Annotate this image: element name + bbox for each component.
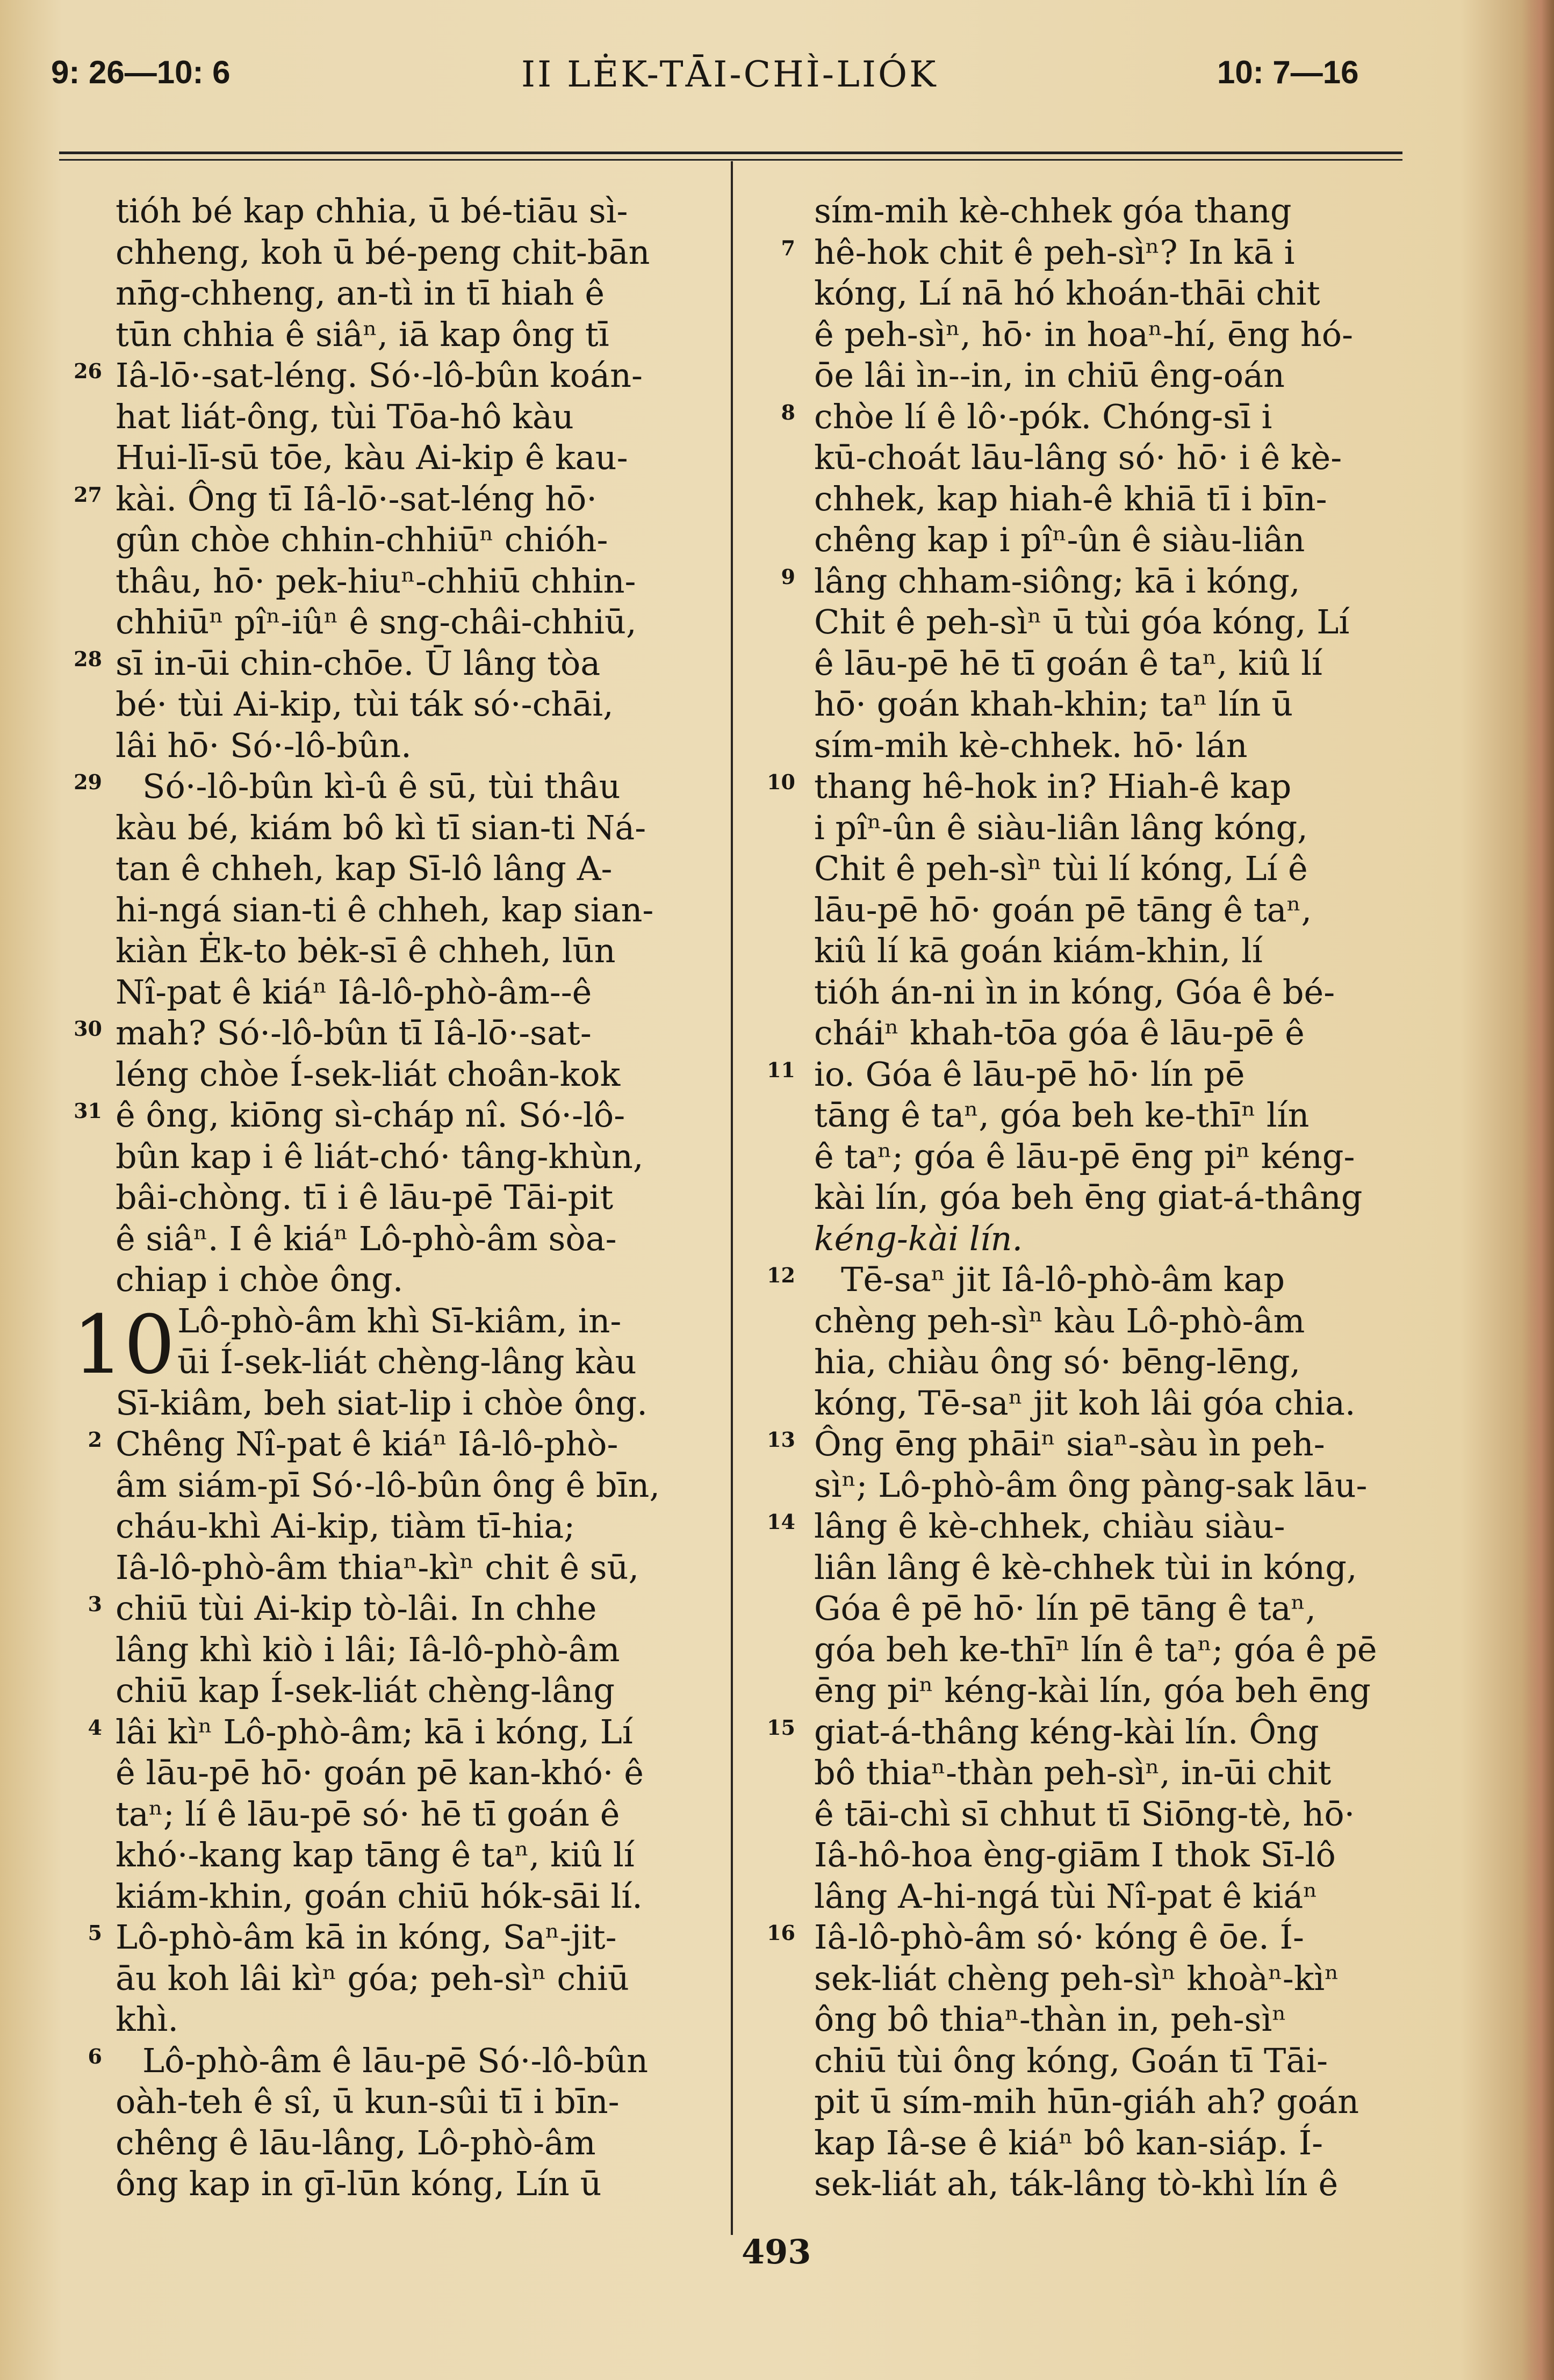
line-text: bô thiaⁿ-thàn peh-sìⁿ, in-ūi chit [814,1753,1332,1792]
line-text: Só·-lô-bûn kì-û ê sū, tùi thâu [142,767,621,806]
verse-number: 31 [74,1099,102,1123]
text-line [116,561,723,602]
text-line [814,191,1421,232]
verse-number: 28 [74,646,102,671]
text-line [88,1588,723,1629]
text-line [814,1342,1421,1383]
text-line [116,396,723,438]
line-text: kóng, Tē-saⁿ jit koh lâi góa chia. [814,1383,1356,1423]
text-line [116,1670,723,1712]
text-line [814,1794,1421,1835]
line-text: kū-choát lāu-lâng só· hō· i ê kè- [814,438,1342,477]
text-line [116,1136,723,1178]
line-text: thang hê-hok in? Hiah-ê kap [814,767,1292,806]
text-line [814,520,1421,561]
text-line [116,1342,723,1383]
text-line [116,972,723,1013]
line-text: ōe lâi ìn--in, in chiū êng-oán [814,356,1285,395]
line-text: chêng kap i pîⁿ-ûn ê siàu-liân [814,520,1305,559]
verse-number: 8 [781,400,795,424]
verse-number: 13 [767,1427,795,1452]
text-line [814,1301,1421,1342]
header-left-reference: 9: 26—10: 6 [51,54,231,90]
line-text: tióh bé kap chhia, ū bé-tiāu sì- [116,191,628,230]
text-line [116,2123,723,2164]
verse-number: 27 [74,482,102,507]
text-line [88,1424,723,1465]
text-line [814,2040,1421,2082]
line-text: gûn chòe chhin-chhiūⁿ chióh- [116,520,608,559]
line-text: lâng ê kè-chhek, chiàu siàu- [814,1506,1285,1546]
right-column [767,191,1421,2205]
line-text: chheng, koh ū bé-peng chit-bān [116,232,650,272]
line-text: ông kap in gī-lūn kóng, Lín ū [116,2164,602,2203]
text-line [116,1218,723,1260]
line-text: sím-mih kè-chhek góa thang [814,191,1292,230]
line-text: kéng-kài lín. [814,1218,1023,1258]
header-right-reference: 10: 7—16 [1217,54,1359,90]
line-text: Góa ê pē hō· lín pē tāng ê taⁿ, [814,1589,1316,1628]
text-line [116,602,723,643]
text-line [814,1876,1421,1917]
text-line [814,1629,1421,1671]
line-text: i pîⁿ-ûn ê siàu-liân lâng kóng, [814,807,1308,847]
line-text: sím-mih kè-chhek. hō· lán [814,725,1248,765]
line-text: tióh án-ni ìn in kóng, Góa ê bé- [814,972,1335,1012]
line-text: ê tāi-chì sī chhut tī Siōng-tè, hō· [814,1794,1355,1834]
text-line [814,2123,1421,2164]
text-line [116,273,723,314]
text-line [814,972,1421,1013]
line-text: chiū tùi Ai-kip tò-lâi. In chhe [116,1589,597,1628]
line-text: lâng chham-siông; kā i kóng, [814,561,1300,601]
text-line [116,1506,723,1547]
line-text: chiap i chòe ông. [116,1260,404,1299]
line-text: lâi kìⁿ Lô-phò-âm; kā i kóng, Lí [116,1712,633,1751]
verse-number: 5 [88,1921,102,1945]
text-line [74,766,723,807]
text-line [781,396,1421,438]
line-text: Tē-saⁿ jit Iâ-lô-phò-âm kap [841,1260,1285,1299]
text-line [814,684,1421,725]
text-line [814,1383,1421,1424]
line-text: kóng, Lí nā hó khoán-thāi chit [814,273,1320,313]
running-header [0,54,1554,102]
text-line [116,1835,723,1876]
verse-number: 30 [74,1016,102,1041]
left-column [73,191,723,2205]
text-line [814,2081,1421,2123]
header-rule-thin [59,159,1402,161]
line-text: chòe lí ê lô·-pók. Chóng-sī i [814,396,1272,436]
text-line [814,602,1421,643]
line-text: chhiūⁿ pîⁿ-iûⁿ ê sng-châi-chhiū, [116,602,637,641]
verse-number: 4 [88,1715,102,1740]
line-text: io. Góa ê lāu-pē hō· lín pē [814,1054,1245,1094]
book-title: II LĖK-TĀI-CHÌ-LIÓK [521,54,938,95]
text-line [116,1259,723,1301]
text-line [814,1177,1421,1218]
line-text: mah? Só·-lô-bûn tī Iâ-lō·-sat- [116,1013,592,1052]
text-line [814,725,1421,767]
text-line [116,1547,723,1589]
text-line [814,1835,1421,1876]
text-line [814,1958,1421,2000]
line-text: chhek, kap hiah-ê khiā tī i bīn- [814,479,1327,518]
text-line [116,1177,723,1218]
text-line [767,1259,1421,1301]
text-line [814,1670,1421,1712]
text-line [116,191,723,232]
text-line [88,1917,723,1958]
line-text: Iâ-hô-hoa èng-giām I thok Sī-lô [814,1835,1336,1874]
line-text: kài. Ông tī Iâ-lō·-sat-léng hō· [116,479,598,518]
text-line [814,848,1421,890]
line-text: lâi hō· Só·-lô-bûn. [116,725,412,765]
line-text: ê lāu-pē hē tī goán ê taⁿ, kiû lí [814,643,1322,683]
line-text: Ông ēng phāiⁿ siaⁿ-sàu ìn peh- [814,1424,1325,1463]
text-line [767,1712,1421,1753]
line-text: ê peh-sìⁿ, hō· in hoaⁿ-hí, ēng hó- [814,314,1354,354]
text-line [116,931,723,972]
line-text: Hui-lī-sū tōe, kàu Ai-kip ê kau- [116,438,628,477]
line-text: lāu-pē hō· goán pē tāng ê taⁿ, [814,890,1312,929]
text-line [88,1712,723,1753]
line-text: léng chòe Í-sek-liát choân-kok [116,1054,621,1094]
verse-number: 6 [88,2044,102,2068]
line-text: Lô-phò-âm khì Sī-kiâm, in- [177,1301,622,1340]
line-text: hat liát-ông, tùi Tōa-hô kàu [116,396,574,436]
text-line [814,314,1421,356]
text-line [814,1095,1421,1136]
line-text: sek-liát ah, ták-lâng tò-khì lín ê [814,2164,1339,2203]
text-line [74,643,723,684]
line-text: Iâ-lô-phò-âm thiaⁿ-kìⁿ chit ê sū, [116,1547,639,1587]
line-text: kiám-khin, goán chiū hók-sāi lí. [116,1876,643,1916]
line-text: bâi-chòng. tī i ê lāu-pē Tāi-pit [116,1178,614,1217]
line-text: tūn chhia ê siâⁿ, iā kap ông tī [116,314,609,354]
line-text: kap Iâ-se ê kiáⁿ bô kan-siáp. Í- [814,2123,1323,2162]
text-line [814,890,1421,931]
line-text: hi-ngá sian-ti ê chheh, kap sian- [116,890,654,929]
text-line [74,1095,723,1136]
chapter-number: 10 [73,1298,175,1392]
line-text: ê lāu-pē hō· goán pē kan-khó· ê [116,1753,644,1792]
text-line [116,1752,723,1794]
line-text: cháu-khì Ai-kip, tiàm tī-hia; [116,1506,575,1546]
line-text: Iâ-lô-phò-âm só· kóng ê ōe. Í- [814,1917,1304,1957]
text-line [116,890,723,931]
text-line [74,355,723,396]
verse-number: 26 [74,359,102,383]
line-text: bûn kap i ê liát-chó· tâng-khùn, [116,1136,644,1176]
verse-number: 29 [74,770,102,794]
text-line [814,1547,1421,1589]
text-line [116,684,723,725]
text-line [116,1958,723,2000]
text-line [116,2081,723,2123]
verse-number: 14 [767,1510,795,1534]
line-text: giat-á-thâng kéng-kài lín. Ông [814,1712,1319,1751]
line-text: Chit ê peh-sìⁿ tùi lí kóng, Lí ê [814,849,1308,888]
text-line [814,1013,1421,1054]
line-text: hō· goán khah-khin; taⁿ lín ū [814,684,1293,724]
verse-number: 2 [88,1427,102,1452]
line-text: bé· tùi Ai-kip, tùi ták só·-chāi, [116,684,614,724]
verse-number: 15 [767,1715,795,1740]
text-line [814,2163,1421,2205]
text-line [116,437,723,479]
text-line [116,725,723,767]
text-line [767,1054,1421,1095]
line-text: chèng peh-sìⁿ kàu Lô-phò-âm [814,1301,1305,1340]
line-text: chiū tùi ông kóng, Goán tī Tāi- [814,2040,1328,2080]
verse-number: 10 [767,770,795,794]
line-text: âm siám-pī Só·-lô-bûn ông ê bīn, [116,1465,660,1505]
text-line [74,479,723,520]
line-text: pit ū sím-mih hūn-giáh ah? goán [814,2082,1359,2121]
text-line [116,1383,723,1424]
line-text: chêng ê lāu-lâng, Lô-phò-âm [116,2123,596,2162]
line-text: liân lâng ê kè-chhek tùi in kóng, [814,1547,1357,1587]
text-line [88,2040,723,2082]
text-line [116,1629,723,1671]
text-line [767,766,1421,807]
line-text: Nî-pat ê kiáⁿ Iâ-lô-phò-âm--ê [116,972,592,1012]
text-line [814,355,1421,396]
verse-number: 12 [767,1263,795,1287]
text-line [814,643,1421,684]
text-line [116,520,723,561]
line-text: taⁿ; lí ê lāu-pē só· hē tī goán ê [116,1794,620,1834]
text-line [116,1465,723,1506]
line-text: ê ông, kiōng sì-cháp nî. Só·-lô- [116,1095,625,1135]
verse-number: 3 [88,1592,102,1616]
line-text: Iâ-lō·-sat-léng. Só·-lô-bûn koán- [116,356,643,395]
line-text: chiū kap Í-sek-liát chèng-lâng [116,1671,615,1710]
text-line [767,1424,1421,1465]
text-line [814,1999,1421,2040]
line-text: ông bô thiaⁿ-thàn in, peh-sìⁿ [814,2000,1287,2039]
line-text: ūi Í-sek-liát chèng-lâng kàu [177,1342,637,1381]
line-text: Lô-phò-âm ê lāu-pē Só·-lô-bûn [142,2040,649,2080]
line-text: kàu bé, kiám bô kì tī sian-ti Ná- [116,807,646,847]
text-line [116,314,723,356]
verse-number: 11 [767,1057,795,1082]
line-text: tan ê chheh, kap Sī-lô lâng A- [116,849,613,888]
text-line [116,1054,723,1095]
text-line [814,1136,1421,1178]
line-text: kiàn Ėk-to bėk-sī ê chheh, lūn [116,931,616,970]
line-text: Chit ê peh-sìⁿ ū tùi góa kóng, Lí [814,602,1350,641]
line-text: kiû lí kā goán kiám-khin, lí [814,931,1263,970]
verse-number: 7 [781,235,795,260]
line-text: khó·-kang kap tāng ê taⁿ, kiû lí [116,1835,635,1874]
text-line [116,232,723,273]
line-text: sī in-ūi chin-chōe. Ū lâng tòa [116,643,601,683]
line-text: Lô-phò-âm kā in kóng, Saⁿ-jit- [116,1917,617,1957]
line-text: Chêng Nî-pat ê kiáⁿ Iâ-lô-phò- [116,1424,618,1463]
line-text: ēng piⁿ kéng-kài lín, góa beh ēng [814,1671,1371,1710]
text-line [767,1506,1421,1547]
line-text: tāng ê taⁿ, góa beh ke-thīⁿ lín [814,1095,1310,1135]
line-text: ê siâⁿ. I ê kiáⁿ Lô-phò-âm sòa- [116,1218,617,1258]
text-line [814,1465,1421,1506]
text-line [814,479,1421,520]
text-line [814,807,1421,849]
line-text: hia, chiàu ông só· bēng-lēng, [814,1342,1301,1381]
line-text: lâng khì kiò i lâi; Iâ-lô-phò-âm [116,1629,620,1669]
line-text: ê taⁿ; góa ê lāu-pē ēng piⁿ kéng- [814,1136,1355,1176]
line-text: āu koh lâi kìⁿ góa; peh-sìⁿ chiū [116,1958,629,1998]
page-edge [1522,0,1554,2380]
text-line [781,561,1421,602]
line-text: kài lín, góa beh ēng giat-á-thâng [814,1178,1363,1217]
line-text: oàh-teh ê sî, ū kun-sûi tī i bīn- [116,2082,620,2121]
page-number: 493 [742,2232,811,2271]
text-line [814,931,1421,972]
text-line [814,273,1421,314]
text-line [74,1013,723,1054]
text-line [814,1752,1421,1794]
text-line [814,1588,1421,1629]
text-line [116,1794,723,1835]
line-text: cháiⁿ khah-tōa góa ê lāu-pē ê [814,1013,1305,1052]
text-line [116,1999,723,2040]
text-line [814,437,1421,479]
text-line [116,1876,723,1917]
header-rule-thick [59,152,1402,154]
line-text: thâu, hō· pek-hiuⁿ-chhiū chhin- [116,561,636,601]
line-text: nn̄g-chheng, an-tì in tī hiah ê [116,273,605,313]
text-line [767,1917,1421,1958]
line-text: Sī-kiâm, beh siat-lip i chòe ông. [116,1383,648,1423]
verse-number: 9 [781,564,795,589]
text-line [116,807,723,849]
line-text: sìⁿ; Lô-phò-âm ông pàng-sak lāu- [814,1465,1368,1505]
line-text: hê-hok chit ê peh-sìⁿ? In kā i [814,232,1295,272]
verse-number: 16 [767,1921,795,1945]
line-text: khì. [116,2000,179,2039]
column-divider [731,161,733,2235]
text-line [116,848,723,890]
text-line [116,2163,723,2205]
line-text: góa beh ke-thīⁿ lín ê taⁿ; góa ê pē [814,1629,1377,1669]
text-line [781,232,1421,273]
line-text: lâng A-hi-ngá tùi Nî-pat ê kiáⁿ [814,1876,1318,1916]
line-text: sek-liát chèng peh-sìⁿ khoàⁿ-kìⁿ [814,1958,1340,1998]
text-line [814,1218,1421,1260]
